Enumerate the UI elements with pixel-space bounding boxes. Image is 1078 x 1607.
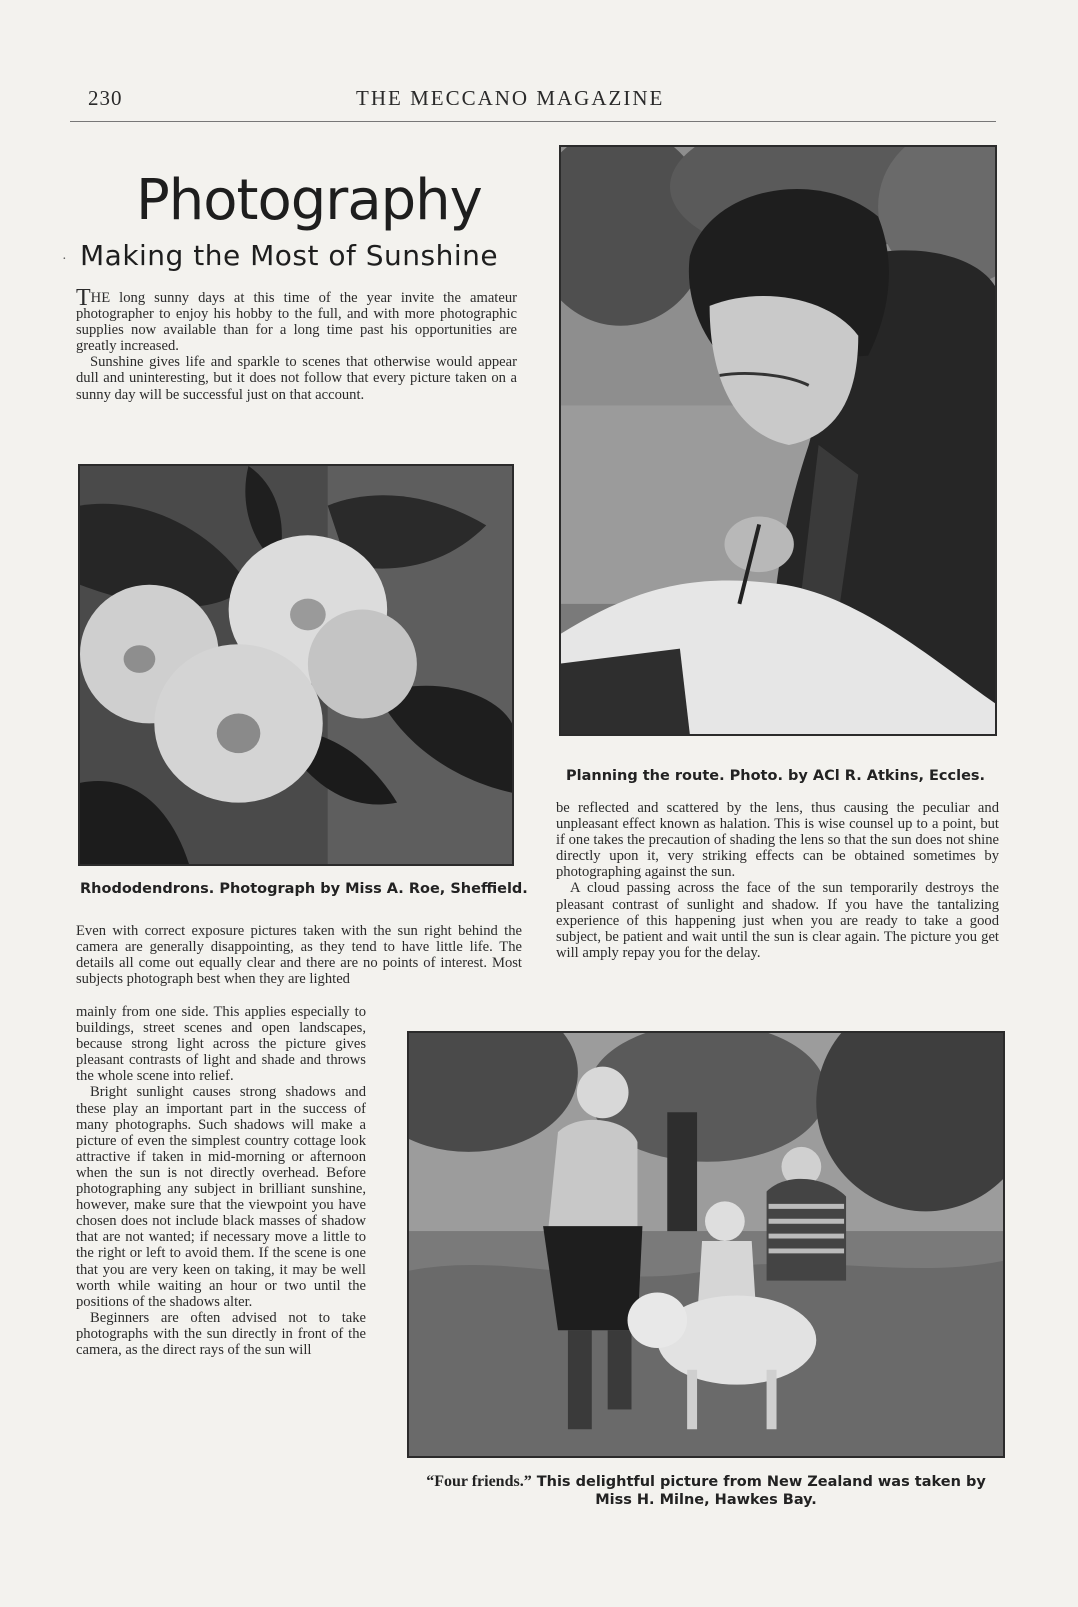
page-number: 230 — [88, 86, 123, 110]
right-paragraph-1: be reflected and scattered by the lens, thus causing the peculiar and unpleasant effect known as halation. This is wise counsel up to a point, but if one takes the precaution of shading the lens so that the sun does not shine directly upon it, very striking effects can be obtained sometimes by photographing against the sun. — [556, 800, 999, 881]
body-paragraph-narrow-2: Bright sunlight causes strong shadows and these play an important part in the success of many photographs. Such shadows will make a picture of even the simplest country cottage look attractive if taken in mid-morning or afternoon when the sun is not directly overhead. Before photographing any subject in brilliant sunshine, however, make sure that the viewpoint you have chosen does not include black masses of shadow that are not wanted; if necessary move a little to the right or left to avoid them. If the scene is one that you are very keen on taking, it may be well worth while waiting an hour or two until the positions of the shadows alter. — [76, 1084, 366, 1310]
margin-mark: · — [62, 252, 67, 267]
body-text-narrow — [76, 1004, 366, 1358]
planning-route-caption: Planning the route. Photo. by ACl R. Atkins, Eccles. — [566, 768, 986, 784]
intro-paragraph-1-text: HE long sunny days at this time of the year invite the amateur photographer to enjoy his hobby to the full, and with more photographic supplies now available than for a long time past his opportunities are greatly increased. — [76, 290, 517, 355]
magazine-title: THE MECCANO MAGAZINE — [356, 86, 665, 110]
rhododendrons-caption: Rhododendrons. Photograph by Miss A. Roe, Sheffield. — [80, 881, 528, 897]
four-friends-photo — [407, 1031, 1005, 1458]
article-title: Photography — [136, 168, 482, 233]
four-friends-caption-text: This delightful picture from New Zealand was taken by — [536, 1474, 986, 1490]
body-text-wide — [76, 923, 522, 987]
intro-paragraph-2: Sunshine gives life and sparkle to scenes that otherwise would appear dull and uninteresting, but it does not follow that every picture taken on a sunny day will be successful just on that account. — [76, 354, 517, 403]
four-friends-caption-quote: “Four friends.” — [426, 1473, 532, 1490]
four-friends-caption-credit: Miss H. Milne, Hawkes Bay. — [595, 1492, 817, 1508]
right-paragraph-2: A cloud passing across the face of the sun temporarily destroys the pleasant contrast of sunlight and shadow. If you have the tantalizing experience of this happening just when you are ready to take a good subject, be patient and wait until the sun is clear again. The picture you get will amply repay you for the delay. — [556, 880, 999, 961]
intro-paragraph-1 — [76, 285, 517, 355]
header-rule — [70, 121, 996, 122]
body-paragraph-narrow-1: mainly from one side. This applies especially to buildings, street scenes and open landscapes, because strong light across the picture gives pleasant contrasts of light and shade and throws the whole scene into relief. — [76, 1004, 366, 1085]
body-paragraph-wide: Even with correct exposure pictures taken with the sun right behind the camera are generally disappointing, as they tend to have little life. The details all come out equally clear and there are no points of interest. Most subjects photograph best when they are lighted — [76, 923, 522, 988]
four-friends-caption — [406, 1473, 1006, 1509]
planning-route-photo — [559, 145, 997, 736]
article-subtitle: Making the Most of Sunshine — [80, 239, 499, 272]
body-text-right — [556, 800, 999, 961]
drop-cap: T — [76, 285, 91, 311]
intro-text — [76, 285, 517, 403]
body-paragraph-narrow-3: Beginners are often advised not to take photographs with the sun directly in front of the camera, as the direct rays of the sun will — [76, 1309, 366, 1358]
rhododendrons-photo — [78, 464, 514, 866]
